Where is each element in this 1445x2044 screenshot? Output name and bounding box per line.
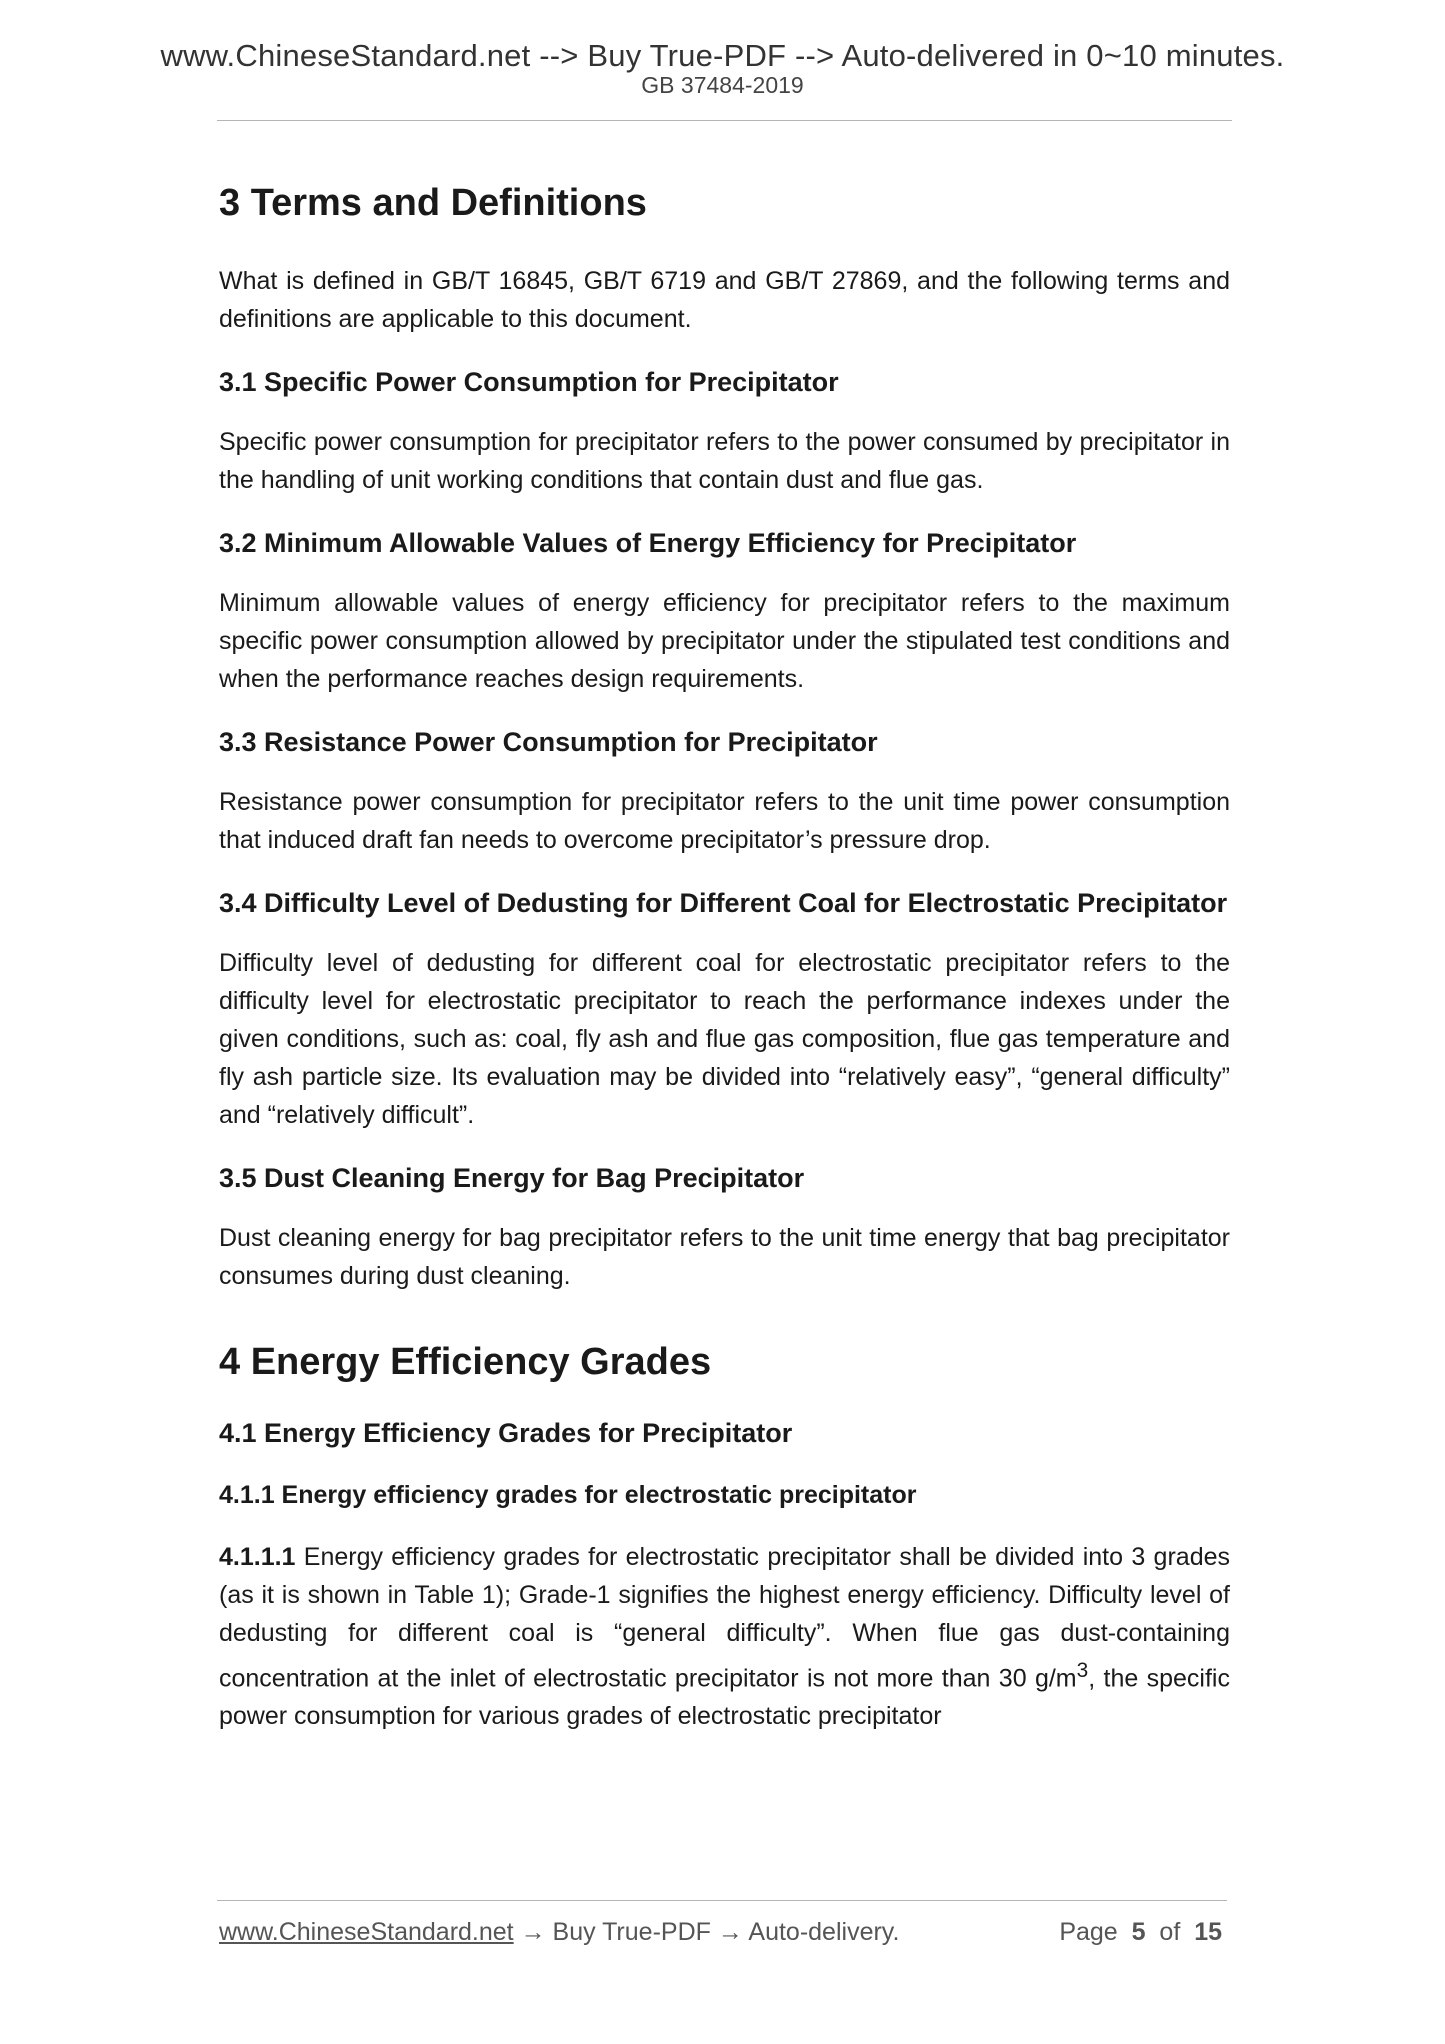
page-total: 15 [1194, 1918, 1222, 1946]
clause-4-1-1-1 [219, 1538, 1230, 1735]
section-4-1-heading: 4.1 Energy Efficiency Grades for Precipitator [219, 1418, 793, 1448]
section-3-3-heading: 3.3 Resistance Power Consumption for Precipitator [219, 727, 878, 757]
page-indicator [1059, 1918, 1222, 1947]
section-3-1-heading: 3.1 Specific Power Consumption for Precipitator [219, 367, 839, 397]
header-divider [217, 120, 1232, 121]
page-of: of [1159, 1918, 1181, 1946]
section-3-1-text: Specific power consumption for precipitator refers to the power consumed by precipitator in the handling of unit working conditions that contain dust and flue gas. [219, 428, 1230, 494]
section-3-heading: 3 Terms and Definitions [219, 182, 647, 224]
footer [219, 1918, 1230, 1954]
section-3-2-heading: 3.2 Minimum Allowable Values of Energy Efficiency for Precipitator [219, 528, 1077, 558]
section-3-4-text: Difficulty level of dedusting for different coal for electrostatic precipitator refers to the difficulty level for electrostatic precipitator to reach the performance indexes under the given conditions, such as: coal, fly ash and flue gas composition, flue gas temperature and fly ash particle size. Its evaluation may be divided into “relatively easy”, “general difficulty” and “relatively difficult”. [219, 949, 1230, 1129]
header-banner: www.ChineseStandard.net --> Buy True-PDF --> Auto-delivered in 0~10 minutes. [160, 38, 1285, 73]
document-number: GB 37484-2019 [641, 72, 804, 98]
page-current: 5 [1131, 1918, 1146, 1946]
footer-left [219, 1918, 899, 1947]
footer-divider [217, 1900, 1227, 1901]
section-3-5-text: Dust cleaning energy for bag precipitator refers to the unit time energy that bag precipitator consumes during dust cleaning. [219, 1224, 1230, 1290]
clause-number: 4.1.1.1 [219, 1543, 296, 1571]
page-label: Page [1059, 1918, 1118, 1946]
clause-text-part-b: , the specific power consumption for various grades of electrostatic precipitator [219, 1664, 1230, 1731]
section-3-5-heading: 3.5 Dust Cleaning Energy for Bag Precipitator [219, 1163, 805, 1193]
page-content [219, 176, 1230, 1735]
section-3-2-text: Minimum allowable values of energy efficiency for precipitator refers to the maximum specific power consumption allowed by precipitator under the stipulated test conditions and when the performance reaches design requirements. [219, 589, 1230, 693]
superscript-3: 3 [1076, 1659, 1089, 1682]
section-3-4-heading: 3.4 Difficulty Level of Dedusting for Different Coal for Electrostatic Precipitator [219, 888, 1228, 918]
section-3-intro: What is defined in GB/T 16845, GB/T 6719 and GB/T 27869, and the following terms and definitions are applicable to this document. [219, 267, 1230, 333]
footer-tagline: → Buy True-PDF → Auto-delivery. [513, 1918, 900, 1946]
section-3-3-text: Resistance power consumption for precipitator refers to the unit time power consumption that induced draft fan needs to overcome precipitator’s pressure drop. [219, 788, 1230, 854]
section-4-1-1-heading: 4.1.1 Energy efficiency grades for electrostatic precipitator [219, 1481, 917, 1509]
clause-text-part-a: Energy efficiency grades for electrostatic precipitator shall be divided into 3 grades (as it is shown in Table 1); Grade-1 signifies the highest energy efficiency. Difficulty level of dedusting for different coal is “general difficulty”. When flue gas dust-containing concentration at the inlet of electrostatic precipitator is not more than 30 g/m [219, 1543, 1230, 1693]
section-4-heading: 4 Energy Efficiency Grades [219, 1341, 712, 1383]
footer-site-link[interactable]: www.ChineseStandard.net [219, 1918, 514, 1946]
